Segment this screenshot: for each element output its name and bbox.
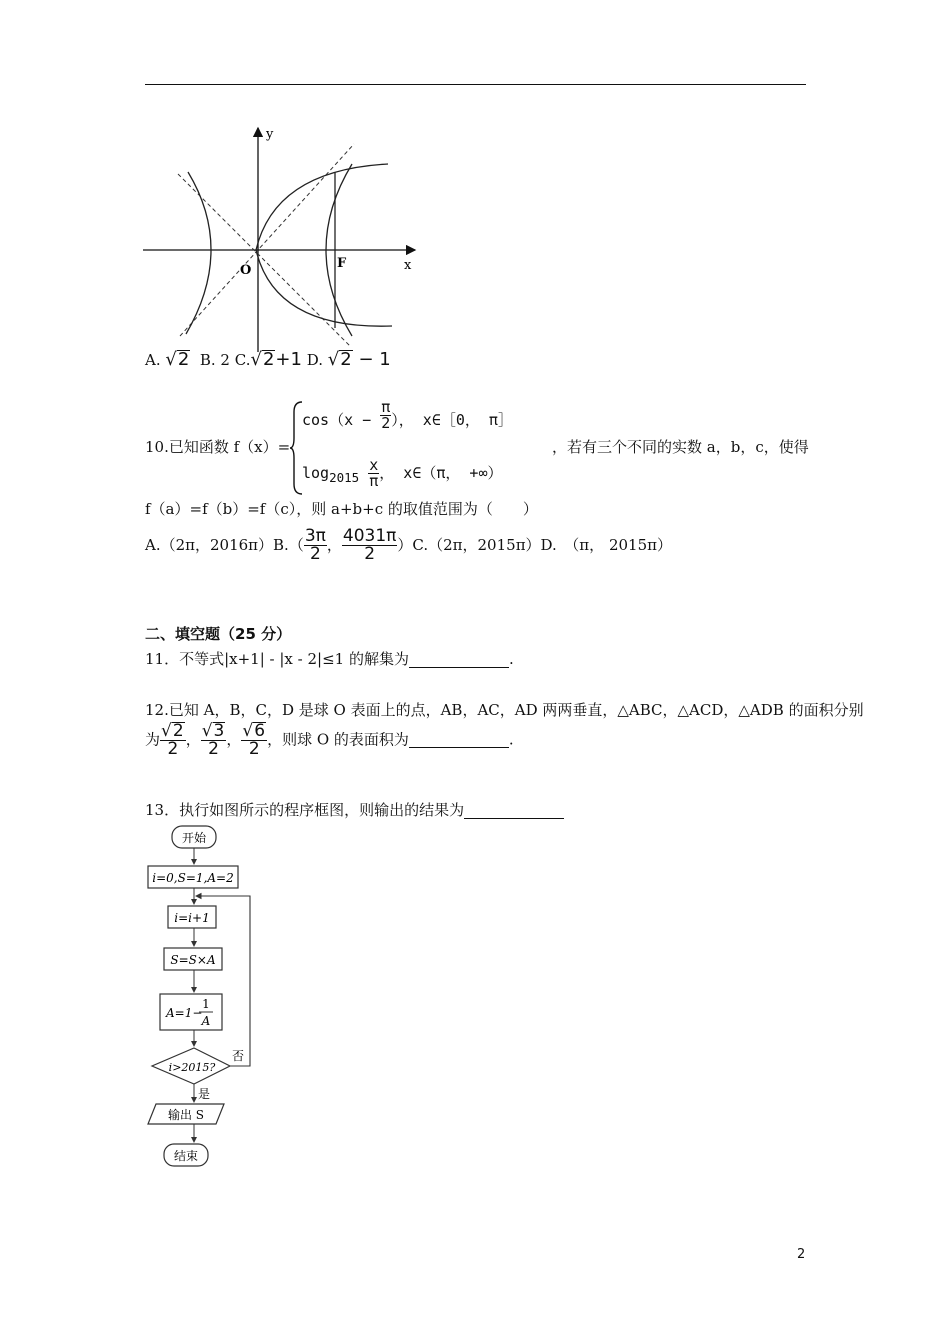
hyperbola-left-branch: [186, 172, 211, 334]
q12-sep-2: ，: [226, 730, 242, 749]
parabola: [256, 164, 392, 326]
q10-case2-domain: ， x∈（π， +∞）: [379, 464, 503, 482]
q10-option-b-den2: 2: [364, 544, 376, 564]
q9-option-d-radicand: 2: [340, 349, 352, 370]
q9-option-a-radicand: 2: [177, 349, 190, 370]
q12-den-1: 2: [167, 739, 179, 759]
q12-den-3: 2: [248, 739, 260, 759]
q10-line2: f（a）=f（b）=f（c），则 a+b+c 的取值范围为（ ）: [145, 500, 538, 518]
q12-den-2: 2: [208, 739, 219, 759]
q13-answer-blank: [464, 803, 564, 819]
q10-case1: [302, 398, 513, 432]
flow-output-label: 输出 S: [167, 1108, 205, 1122]
q10-option-b-num2: 4031π: [342, 526, 397, 546]
flow-decision-label: i>2015?: [168, 1061, 216, 1074]
q9-option-a-label: A.: [145, 351, 161, 369]
flow-init-label: i=0,S=1,A=2: [152, 871, 234, 885]
asymptote-1: [178, 174, 350, 346]
q10-option-cd: ）C.（2π，2015π）D. （π， 2015π）: [397, 536, 672, 554]
q11-text: 11．不等式|x+1| - |x - 2|≤1 的解集为: [145, 650, 409, 668]
q12-tail: ，则球 O 的表面积为: [267, 730, 409, 749]
header-rule: [145, 84, 806, 85]
q12-radicand-3: 6: [254, 721, 266, 741]
flow-step-a-den: A: [201, 1014, 211, 1028]
q10-case1-domain: ， x∈［0， π］: [398, 411, 513, 429]
q9-conic-figure: [140, 122, 430, 354]
q12-radicand-1: 2: [172, 721, 184, 741]
q10-option-a: A.（2π，2016π）B.（: [145, 536, 304, 554]
q13-text: 13．执行如图所示的程序框图，则输出的结果为: [145, 801, 465, 819]
y-axis-label: y: [266, 127, 274, 142]
q10-options: [145, 528, 672, 563]
x-axis-label: x: [404, 258, 412, 273]
q12-lead: 为: [145, 730, 161, 749]
focus-label: F: [337, 256, 347, 271]
q10-case1-den: 2: [381, 414, 391, 432]
q10-case2-func: log: [302, 464, 330, 482]
flow-step-a-lhs: A=1−: [166, 1006, 203, 1020]
q11-end: .: [508, 650, 514, 668]
q12-sep-1: ，: [185, 730, 201, 749]
flow-step-i-label: i=i+1: [174, 911, 210, 925]
q12-radicand-2: 3: [213, 721, 225, 741]
q13: [145, 803, 564, 819]
q10-case1-close: ）: [391, 411, 399, 429]
section2-title: 二、填空题（25 分）: [145, 625, 292, 643]
q10-prefix: 10.已知函数 f（x）=: [145, 438, 291, 456]
q12-line1: 12.已知 A，B，C，D 是球 O 表面上的点，AB，AC，AD 两两垂直，△ABC，△ACD，△ADB 的面积分别: [145, 701, 864, 719]
q12-line2: 为 $\frac{√2}{2}$ ， $\frac{√3}{2}$ ， $\frac{√6}{2}$ ，则球 O 的表面积为 .: [145, 721, 514, 759]
q12-answer-blank: [409, 732, 509, 748]
asymptote-2: [180, 144, 354, 336]
q10-case2-num: x: [369, 456, 379, 474]
q10-case2-sub: 2015: [329, 470, 360, 485]
q9-option-d-tail: − 1: [358, 349, 391, 370]
q10-option-b-sep: ，: [326, 536, 342, 554]
q10-suffix: ，若有三个不同的实数 a，b，c，使得: [552, 438, 809, 456]
q9-option-c-tail: +1: [275, 349, 302, 370]
flow-start-label: 开始: [181, 831, 207, 845]
q11-answer-blank: [409, 652, 509, 668]
q10-case1-func: cos（x −: [302, 411, 372, 429]
q9-option-c-label: C.: [234, 351, 251, 369]
q12-end: .: [508, 730, 514, 749]
flow-no-label: 否: [232, 1049, 245, 1063]
flow-end-label: 结束: [173, 1149, 199, 1163]
origin-label: O: [240, 263, 252, 278]
q9-option-c-radicand: 2: [262, 349, 275, 370]
flow-step-a-num: 1: [202, 997, 210, 1011]
q13-flowchart: [140, 822, 260, 1172]
flow-yes-label: 是: [198, 1087, 211, 1101]
q10-case2-den: π: [369, 472, 379, 490]
q10-case1-num: π: [381, 398, 391, 416]
q9-option-d-label: D.: [306, 351, 324, 369]
q9-option-b: B. 2: [199, 351, 230, 369]
q10-case2: [302, 458, 502, 489]
q11: [145, 652, 514, 668]
q10-option-b-den1: 2: [309, 544, 321, 564]
page-number: 2: [797, 1247, 806, 1262]
q10-option-b-num1: 3π: [304, 526, 326, 546]
q9-options: A. √2 B. 2 C.√2+1 D. √2 − 1: [145, 349, 391, 370]
flow-step-s-label: S=S×A: [170, 953, 216, 967]
